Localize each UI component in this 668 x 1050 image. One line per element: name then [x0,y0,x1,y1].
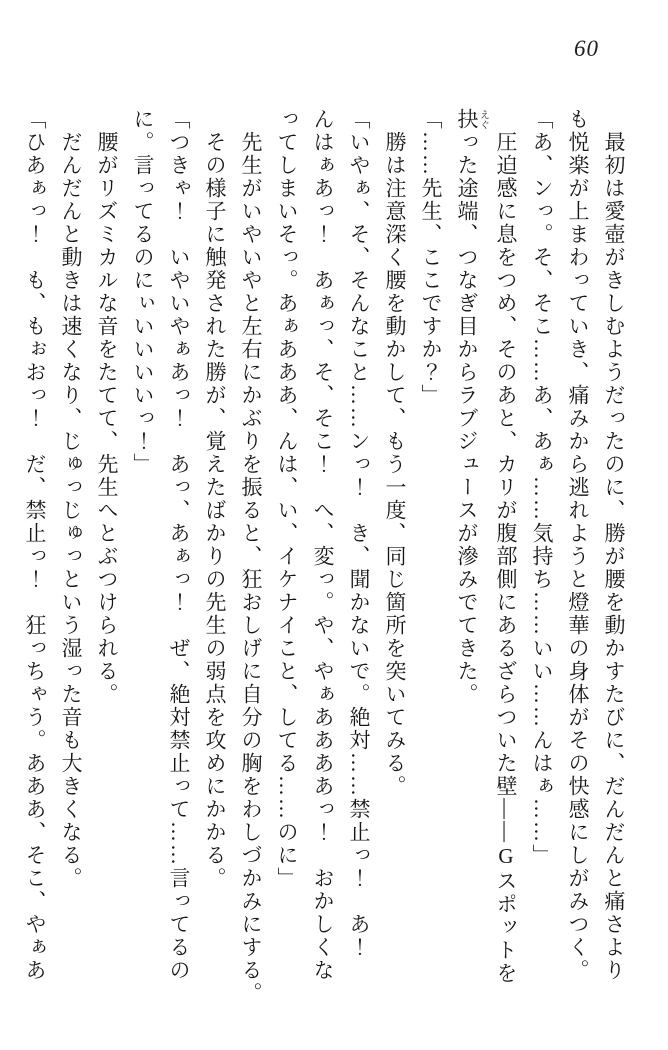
text-segment: も悦楽が上まわっていき、痛みから逃れようと燈華の身体がその快感にしがみつく。 [566,108,590,982]
text-segment: 勝は注意深く腰を動かして、もう一度、同じ箇所を突いてみる。 [383,108,407,798]
text-line [524,108,560,1040]
text-segment: その様子に触発された勝が、覚えたばかりの先生の弱点を攻めにかかる。 [203,108,227,890]
text-block [17,108,632,1040]
text-segment: 「……先生、ここですか？」 [419,108,443,407]
text-segment: 「つきゃ！ いやいやぁあっ！ あっ、あぁっ！ ぜ、絶対禁止って……言ってるの [167,108,191,982]
text-segment: に。言ってるのにぃいいいいっ！」 [131,108,155,476]
text-segment: 腰がリズミカルな音をたてて、先生へとぶつけられる。 [95,108,119,706]
text-line [377,108,413,1040]
text-segment: だんだんと動きは速くなり、じゅっじゅっという湿った音も大きくなる。 [59,108,83,890]
text-segment: った途端、つなぎ目からラブジュースが滲みでてきた。 [455,131,479,706]
text-line [449,108,488,1040]
text-line [89,108,125,1040]
text-line [197,108,233,1040]
text-segment: 「いやぁ、そ、そんなこと……ンっ！ き、聞かないで。絶対……禁止っ！ あ！ [347,108,371,959]
text-line [161,108,197,1040]
text-line [413,108,449,1040]
text-line [305,108,341,1040]
text-line [269,108,305,1040]
text-segment: 最初は愛壺がきしむようだったのに、勝が腰を動かすたびに、だんだんと痛さより [602,108,626,982]
text-segment: ってしまいそっ。あぁあああ、んは、い、イケナイこと、してる……のに」 [275,108,299,890]
text-line [560,108,596,1040]
text-line [488,108,524,1040]
ruby-annotation: 抉えぐ [455,108,489,131]
text-segment: 先生がいやいやと左右にかぶりを振ると、狂おしげに自分の胸をわしづかみにする。 [239,108,263,1005]
text-segment: G [494,844,518,870]
text-segment: 「あ、ンっ。そ、そこ……あ、あぁ……気持ち……いい……んはぁ……」 [530,108,554,867]
text-line [596,108,632,1040]
text-segment: 「ひあぁっ！ も、もぉおっ！ だ、禁止っ！ 狂っちゃう。あああ、そこ、やぁあ [23,108,47,982]
text-line [17,108,53,1040]
text-line [53,108,89,1040]
text-line [233,108,269,1040]
text-segment: んはぁあっ！ あぁっ、そ、そこ！ へ、変っ。や、やぁああああっ！ おかしくな [311,108,335,982]
page-number: 60 [574,36,599,61]
text-segment: スポットを [494,870,518,985]
text-line [341,108,377,1040]
text-segment: 圧迫感に息をつめ、そのあと、カリが腹部側にあるざらついた壁―― [494,108,518,844]
text-line [125,108,161,1040]
